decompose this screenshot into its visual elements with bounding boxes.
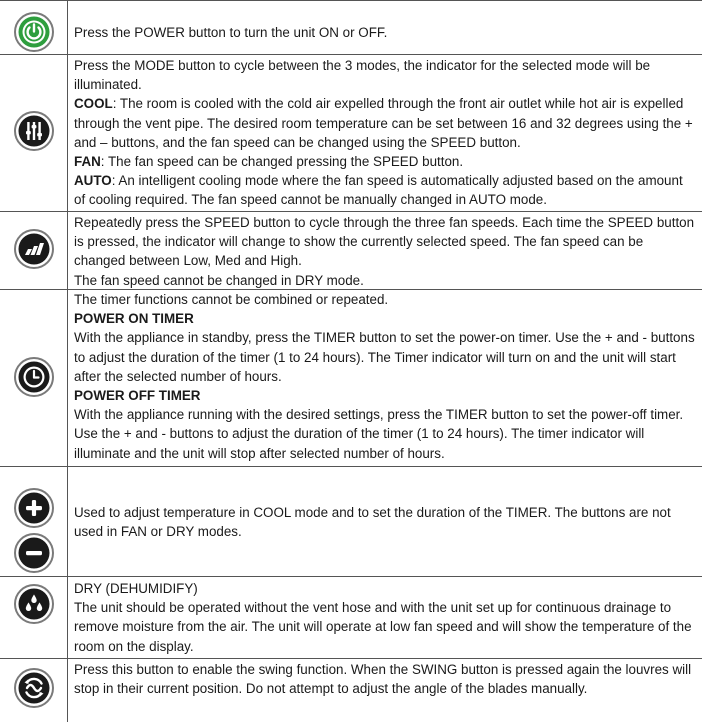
icon-cell xyxy=(0,212,68,289)
row-power xyxy=(0,1,702,55)
auto-label: AUTO xyxy=(74,173,112,189)
timer-intro: The timer functions cannot be combined or repeated. xyxy=(74,292,389,307)
minus-icon xyxy=(14,533,54,573)
icon-cell xyxy=(0,1,68,54)
power-icon xyxy=(14,12,54,52)
power-on-timer-heading: POWER ON TIMER xyxy=(74,311,194,327)
fan-text: : The fan speed can be changed pressing the SPEED button. xyxy=(100,154,464,170)
power-description xyxy=(74,23,696,42)
dry-description xyxy=(74,579,696,656)
timer-description xyxy=(74,290,696,463)
mode-cool xyxy=(74,94,696,152)
fan-speed-icon xyxy=(14,229,54,269)
speed-description xyxy=(74,213,696,290)
mode-intro: Press the MODE button to cycle between the 3 modes, the indicator for the selected mode will be illuminated. xyxy=(74,58,651,93)
speed-text-2: The fan speed cannot be changed in DRY mode. xyxy=(74,272,364,288)
dry-heading: DRY (DEHUMIDIFY) xyxy=(74,581,198,596)
row-speed xyxy=(0,212,702,290)
swing-description xyxy=(74,660,696,698)
cool-text: : The room is cooled with the cold air expelled through the front air outlet while hot air is expelled through the vent pipe. The desired room temperature can be set between 16 and 32 degrees using the + and – buttons, and the fan speed can be changed using the SPEED button. xyxy=(74,96,693,150)
auto-text: : An intelligent cooling mode where the fan speed is automatically adjusted based on the amount of cooling required. The fan speed cannot be manually changed in AUTO mode. xyxy=(74,173,683,208)
timer-icon xyxy=(14,357,54,397)
swing-text: Press this button to enable the swing function. When the SWING button is pressed again the louvres will stop in their current position. Do not attempt to adjust the angle of the blades manually. xyxy=(74,662,692,697)
icon-cell xyxy=(0,577,68,658)
power-on-timer-text: With the appliance in standby, press the TIMER button to set the power-on timer. Use the + and - buttons to adjust the duration of the timer (1 to 24 hours). The Timer indicator will turn on and the unit will start after the selected number of hours. xyxy=(74,330,695,384)
row-mode xyxy=(0,55,702,212)
fan-label: FAN xyxy=(74,154,101,170)
icon-cell xyxy=(0,659,68,722)
row-dry xyxy=(0,577,702,659)
row-swing xyxy=(0,659,702,722)
mode-auto xyxy=(74,171,696,209)
power-off-timer-text: With the appliance running with the desired settings, press the TIMER button to set the power-off timer. Use the + and - buttons to adjust the duration of the timer (1 to 24 hours). The timer indicator will illuminate and the unit will stop after selected number of hours. xyxy=(74,407,684,461)
plus-minus-description xyxy=(74,503,696,541)
plus-icon xyxy=(14,488,54,528)
icon-cell xyxy=(0,467,68,576)
row-timer xyxy=(0,290,702,467)
dry-text: The unit should be operated without the vent hose and with the unit set up for continuous drainage to remove moisture from the air. The unit will operate at low fan speed and will show the temperature of the room on the display. xyxy=(74,600,692,654)
mode-icon xyxy=(14,111,54,151)
icon-cell xyxy=(0,55,68,211)
speed-text-1: Repeatedly press the SPEED button to cycle through the three fan speeds. Each time the SPEED button is pressed, the indicator will change to show the currently selected speed. The fan speed can be changed between Low, Med and High. xyxy=(74,215,695,269)
plus-minus-text: Used to adjust temperature in COOL mode and to set the duration of the TIMER. The buttons are not used in FAN or DRY modes. xyxy=(74,505,671,540)
dry-icon xyxy=(14,584,54,624)
mode-fan xyxy=(74,152,696,171)
cool-label: COOL xyxy=(74,96,113,112)
icon-cell xyxy=(0,290,68,466)
power-off-timer-heading: POWER OFF TIMER xyxy=(74,388,201,404)
power-text: Press the POWER button to turn the unit ON or OFF. xyxy=(74,25,388,40)
mode-description xyxy=(74,56,696,210)
row-plus-minus xyxy=(0,467,702,577)
swing-icon xyxy=(14,668,54,708)
